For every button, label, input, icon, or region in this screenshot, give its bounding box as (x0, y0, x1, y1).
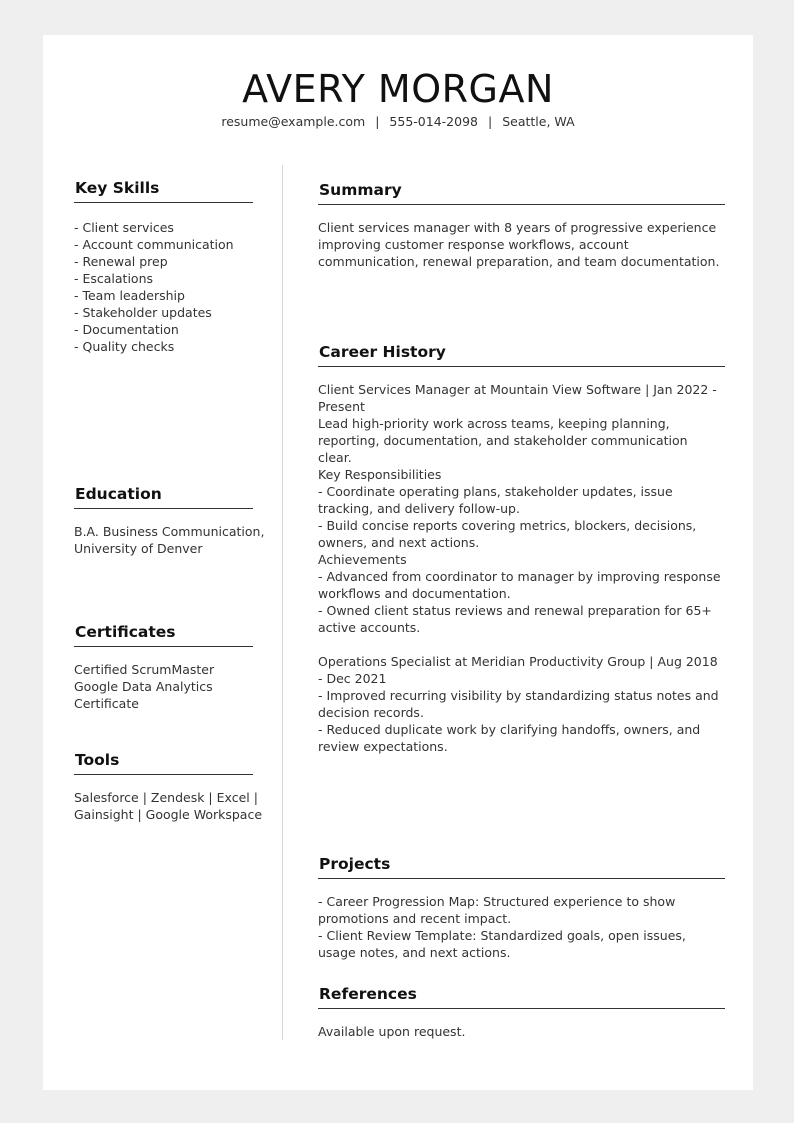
certificate-line: Google Data Analytics (74, 679, 213, 694)
resume-page (43, 35, 753, 1090)
references-title: References (318, 984, 725, 1009)
career-history-section (318, 342, 725, 755)
job-subheading: Achievements (318, 552, 407, 567)
tools-body (74, 789, 263, 823)
key-skills-section (74, 178, 253, 355)
references-section (318, 984, 725, 1040)
education-line: University of Denver (74, 541, 203, 556)
job-heading: Operations Specialist at Meridian Productivity Group | Aug 2018 - Dec 2021 (318, 654, 718, 686)
job-line: - Coordinate operating plans, stakeholder updates, issue tracking, and delivery follow-up. (318, 484, 673, 516)
tools-title: Tools (74, 750, 253, 775)
list-item: - Client services (74, 220, 174, 235)
career-history-title: Career History (318, 342, 725, 367)
list-item: - Renewal prep (74, 254, 168, 269)
contact-email: resume@example.com (221, 114, 366, 129)
project-line: - Career Progression Map: Structured experience to show promotions and recent impact. (318, 894, 676, 926)
certificate-line: Certificate (74, 696, 139, 711)
references-text: Available upon request. (318, 1024, 466, 1039)
education-line: B.A. Business Communication, (74, 524, 265, 539)
list-item: - Stakeholder updates (74, 305, 212, 320)
job-line: - Advanced from coordinator to manager by improving response workflows and documentation. (318, 569, 721, 601)
contact-location: Seattle, WA (502, 114, 575, 129)
job-line: Lead high-priority work across teams, keeping planning, reporting, documentation, and stakeholder communication clear. (318, 416, 688, 465)
list-item: - Escalations (74, 271, 154, 286)
job-line: - Improved recurring visibility by standardizing status notes and decision records. (318, 688, 719, 720)
list-item: - Documentation (74, 322, 179, 337)
job-line: - Build concise reports covering metrics, blockers, decisions, owners, and next actions. (318, 518, 697, 550)
job-entry (318, 653, 725, 755)
education-section (74, 484, 265, 557)
projects-section (318, 854, 725, 961)
tools-line: Gainsight | Google Workspace (74, 807, 263, 822)
list-item: - Quality checks (74, 339, 175, 354)
job-subheading: Key Responsibilities (318, 467, 442, 482)
career-history-body (318, 381, 725, 755)
contact-line (43, 114, 753, 130)
contact-separator: | (375, 114, 380, 129)
certificates-body (74, 661, 253, 712)
job-line: - Owned client status reviews and renewal preparation for 65+ active accounts. (318, 603, 712, 635)
job-line: - Reduced duplicate work by clarifying handoffs, owners, and review expectations. (318, 722, 701, 754)
contact-phone: 555-014-2098 (389, 114, 478, 129)
summary-text: Client services manager with 8 years of progressive experience improving customer response workflows, account communication, renewal preparation, and team documentation. (318, 220, 720, 269)
projects-body (318, 893, 725, 961)
certificate-line: Certified ScrumMaster (74, 662, 215, 677)
column-divider (282, 165, 283, 1040)
list-item: - Team leadership (74, 288, 185, 303)
job-entry (318, 381, 725, 636)
tools-section (74, 750, 263, 823)
candidate-name: AVERY MORGAN (242, 67, 554, 111)
list-item: - Account communication (74, 237, 234, 252)
certificates-section (74, 622, 253, 712)
contact-separator: | (487, 114, 493, 129)
education-body (74, 523, 265, 557)
project-line: - Client Review Template: Standardized goals, open issues, usage notes, and next actions. (318, 928, 686, 960)
key-skills-title: Key Skills (74, 178, 253, 203)
job-heading: Client Services Manager at Mountain View Software | Jan 2022 - Present (318, 382, 717, 414)
certificates-title: Certificates (74, 622, 253, 647)
key-skills-list (74, 219, 253, 355)
summary-title: Summary (318, 180, 725, 205)
summary-section (318, 180, 725, 270)
projects-title: Projects (318, 854, 725, 879)
education-title: Education (74, 484, 253, 509)
tools-line: Salesforce | Zendesk | Excel | (74, 790, 258, 805)
